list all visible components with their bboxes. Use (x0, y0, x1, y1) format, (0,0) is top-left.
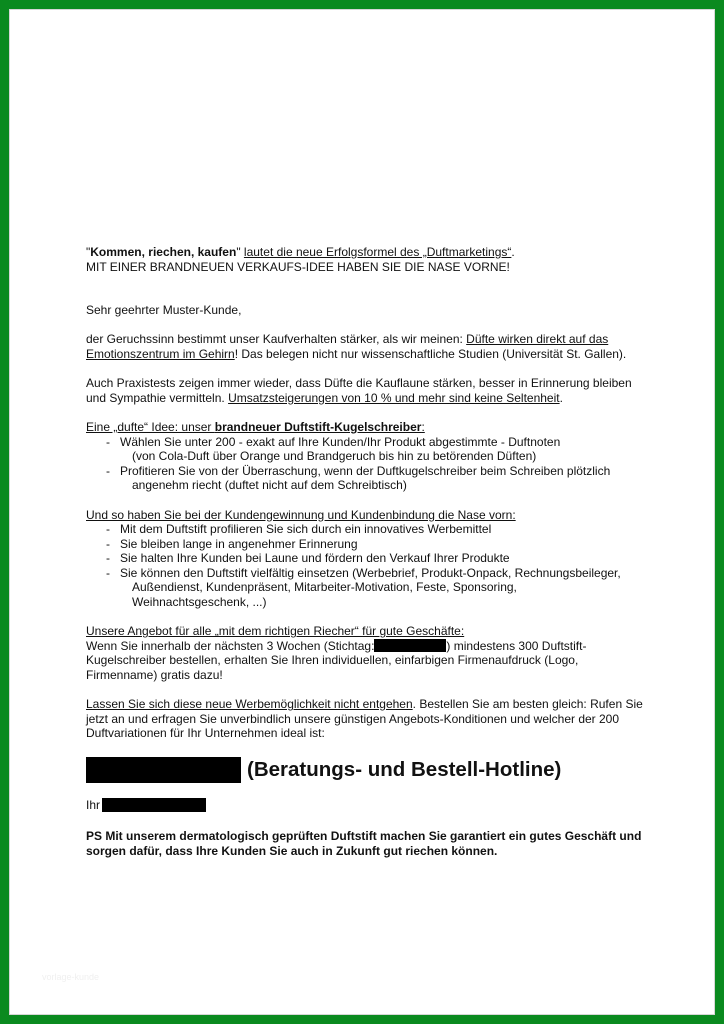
headline-subline: MIT EINER BRANDNEUEN VERKAUFS-IDEE HABEN SIE DIE NASE VORNE! (86, 259, 510, 274)
list-item: - Wählen Sie unter 200 - exakt auf Ihre Kunden/Ihr Produkt abgestimmte - Duftnoten (von Cola-Duft über Orange und Brandgeruch bis hin zu betörenden Düften) (106, 434, 561, 464)
redacted-signature (102, 798, 206, 812)
postscript: PS Mit unserem dermatologisch geprüften Duftstift machen Sie garantiert ein gutes Geschäft und sorgen dafür, dass Ihre Kunden Sie auch in Zukunft gut riechen können. (86, 828, 642, 859)
signature-line (86, 798, 646, 813)
list-item: - Mit dem Duftstift profilieren Sie sich durch ein innovatives Werbemittel (106, 522, 492, 537)
list-item: - Profitieren Sie von der Überraschung, wenn der Duftkugelschreiber beim Schreiben plötzlich angenehm riecht (duftet nicht auf dem Schreibtisch) (106, 463, 611, 493)
headline: "Kommen, riechen, kaufen" lautet die neue Erfolgsformel des „Duftmarketings“. (86, 245, 515, 259)
paragraph-tests: Auch Praxistests zeigen immer wieder, dass Düfte die Kauflaune stärken, besser in Erinnerung bleiben und Sympathie vermitteln. Umsatzsteigerungen von 10 % und mehr sind keine Seltenheit. (86, 376, 632, 405)
paragraph-senses: der Geruchssinn bestimmt unser Kaufverhalten stärker, als wir meinen: Düfte wirken direkt auf das Emotionszentrum im Gehirn! Das belegen nicht nur wissenschaftliche Studien (Universität St. Gallen). (86, 332, 627, 361)
headline-tail: lautet die neue Erfolgsformel des „Duftmarketings“ (243, 245, 512, 259)
call-to-action: Lassen Sie sich diese neue Werbemöglichkeit nicht entgehen. Bestellen Sie am besten gleich: Rufen Sie jetzt an und erfragen Sie unverbindlich unsere günstigen Angebots-Konditionen und welcher der 200 Duftvariationen für Ihr Unternehmen ideal ist: (86, 697, 643, 741)
idea-heading: Eine „dufte“ Idee: unser brandneuer Duftstift-Kugelschreiber: (86, 419, 425, 434)
list-item: - Sie können den Duftstift vielfältig einsetzen (Werbebrief, Produkt-Onpack, Rechnungsbeileger, Außendienst, Kundenpräsent, Mitarbeiter-Motivation, Feste, Sponsoring, Weihnachtsgeschenk, ...) (106, 565, 621, 610)
benefits-list (86, 522, 646, 610)
signature-prefix: Ihr (86, 798, 101, 812)
letter-body (86, 245, 646, 860)
salutation: Sehr geehrter Muster-Kunde, (86, 303, 242, 318)
redacted-phone-number (86, 757, 241, 783)
redacted-date (374, 639, 446, 652)
list-item: - Sie bleiben lange in angenehmer Erinnerung (106, 536, 358, 551)
offer-heading: Unsere Angebot für alle „mit dem richtigen Riecher“ für gute Geschäfte: (86, 624, 465, 639)
list-item: - Sie halten Ihre Kunden bei Laune und fördern den Verkauf Ihrer Produkte (106, 551, 510, 566)
idea-list (86, 435, 646, 493)
hotline-line (86, 756, 646, 784)
watermark: vorlage-kunde (42, 972, 100, 982)
headline-slogan: Kommen, riechen, kaufen (90, 245, 237, 259)
benefits-heading: Und so haben Sie bei der Kundengewinnung und Kundenbindung die Nase vorn: (86, 507, 516, 522)
offer-text: Wenn Sie innerhalb der nächsten 3 Wochen (Stichtag: ) mindestens 300 Duftstift-Kugelschreiber bestellen, erhalten Sie Ihren individuellen, einfarbigen Firmenaufdruck (Logo, Firmenname) gratis dazu! (86, 638, 587, 683)
hotline-label: (Beratungs- und Bestell-Hotline) (247, 758, 562, 781)
